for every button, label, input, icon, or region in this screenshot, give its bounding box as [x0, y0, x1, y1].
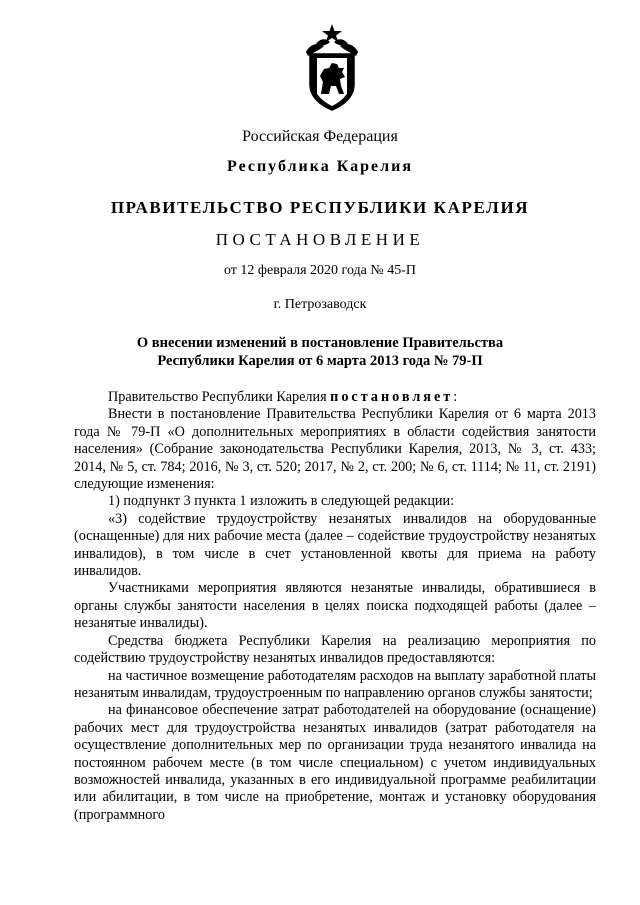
country-name: Российская Федерация — [242, 128, 398, 145]
subject-line: О внесении изменений в постановление Правительства — [136, 335, 504, 351]
paragraph — [74, 389, 596, 406]
paragraph: 1) подпункт 3 пункта 1 изложить в следующей редакции: — [108, 493, 455, 510]
republic-name: Республика Карелия — [227, 158, 413, 175]
coat-of-arms-icon — [296, 22, 368, 112]
paragraph: Участниками мероприятия являются незанятые инвалиды, обратившиеся в органы службы занятости населения в целях поиска подходящей работы (далее – незанятые инвалиды). — [74, 580, 596, 632]
paragraph: Внести в постановление Правительства Республики Карелия от 6 марта 2013 года № 79-П «О дополнительных мероприятиях в области содействия занятости населения» (Собрание законодательства Республики Карелия, 2013, № 3, ст. 433; 2014, № 5, ст. 784; 2016, № 3, ст. 520; 2017, № 2, ст. 200; № 6, ст. 1114; № 11, ст. 2191) следующие изменения: — [74, 406, 596, 493]
paragraph: Средства бюджета Республики Карелия на реализацию мероприятия по содействию трудоустройству незанятых инвалидов предоставляются: — [74, 632, 596, 667]
paragraph: «3) содействие трудоустройству незанятых инвалидов на оборудованные (оснащенные) для них рабочие места (далее – содействие трудоустройству незанятых инвалидов), в том числе в счет установленной квоты для приема на работу инвалидов. — [74, 510, 596, 580]
paragraph-tail: : — [453, 389, 458, 405]
subject-line: Республики Карелия от 6 марта 2013 года № 79-П — [157, 353, 483, 369]
paragraph-lead: Правительство Республики Карелия — [108, 389, 331, 405]
document-body — [74, 389, 596, 824]
paragraph: на финансовое обеспечение затрат работодателей на оборудование (оснащение) рабочих мест для трудоустройства незанятых инвалидов (затрат работодателя на осуществление дополнительных мер по организации труда незанятого инвалида на постоянном рабочем месте (в том числе специальном) с учетом индивидуальных возможностей инвалида, указанных в его индивидуальной программе реабилитации или абилитации, в том числе на приобретение, монтаж и установку оборудования (программного — [74, 702, 596, 823]
document-type: ПОСТАНОВЛЕНИЕ — [215, 230, 425, 249]
document-city: г. Петрозаводск — [273, 297, 367, 312]
government-title: ПРАВИТЕЛЬСТВО РЕСПУБЛИКИ КАРЕЛИЯ — [110, 198, 530, 217]
document-date: от 12 февраля 2020 года № 45-П — [223, 263, 417, 278]
document-subject — [0, 334, 640, 370]
resolves-keyword: постановляет — [330, 389, 454, 405]
paragraph: на частичное возмещение работодателям расходов на выплату заработной платы незанятым инвалидам, трудоустроенным по направлению органов службы занятости; — [74, 667, 596, 701]
